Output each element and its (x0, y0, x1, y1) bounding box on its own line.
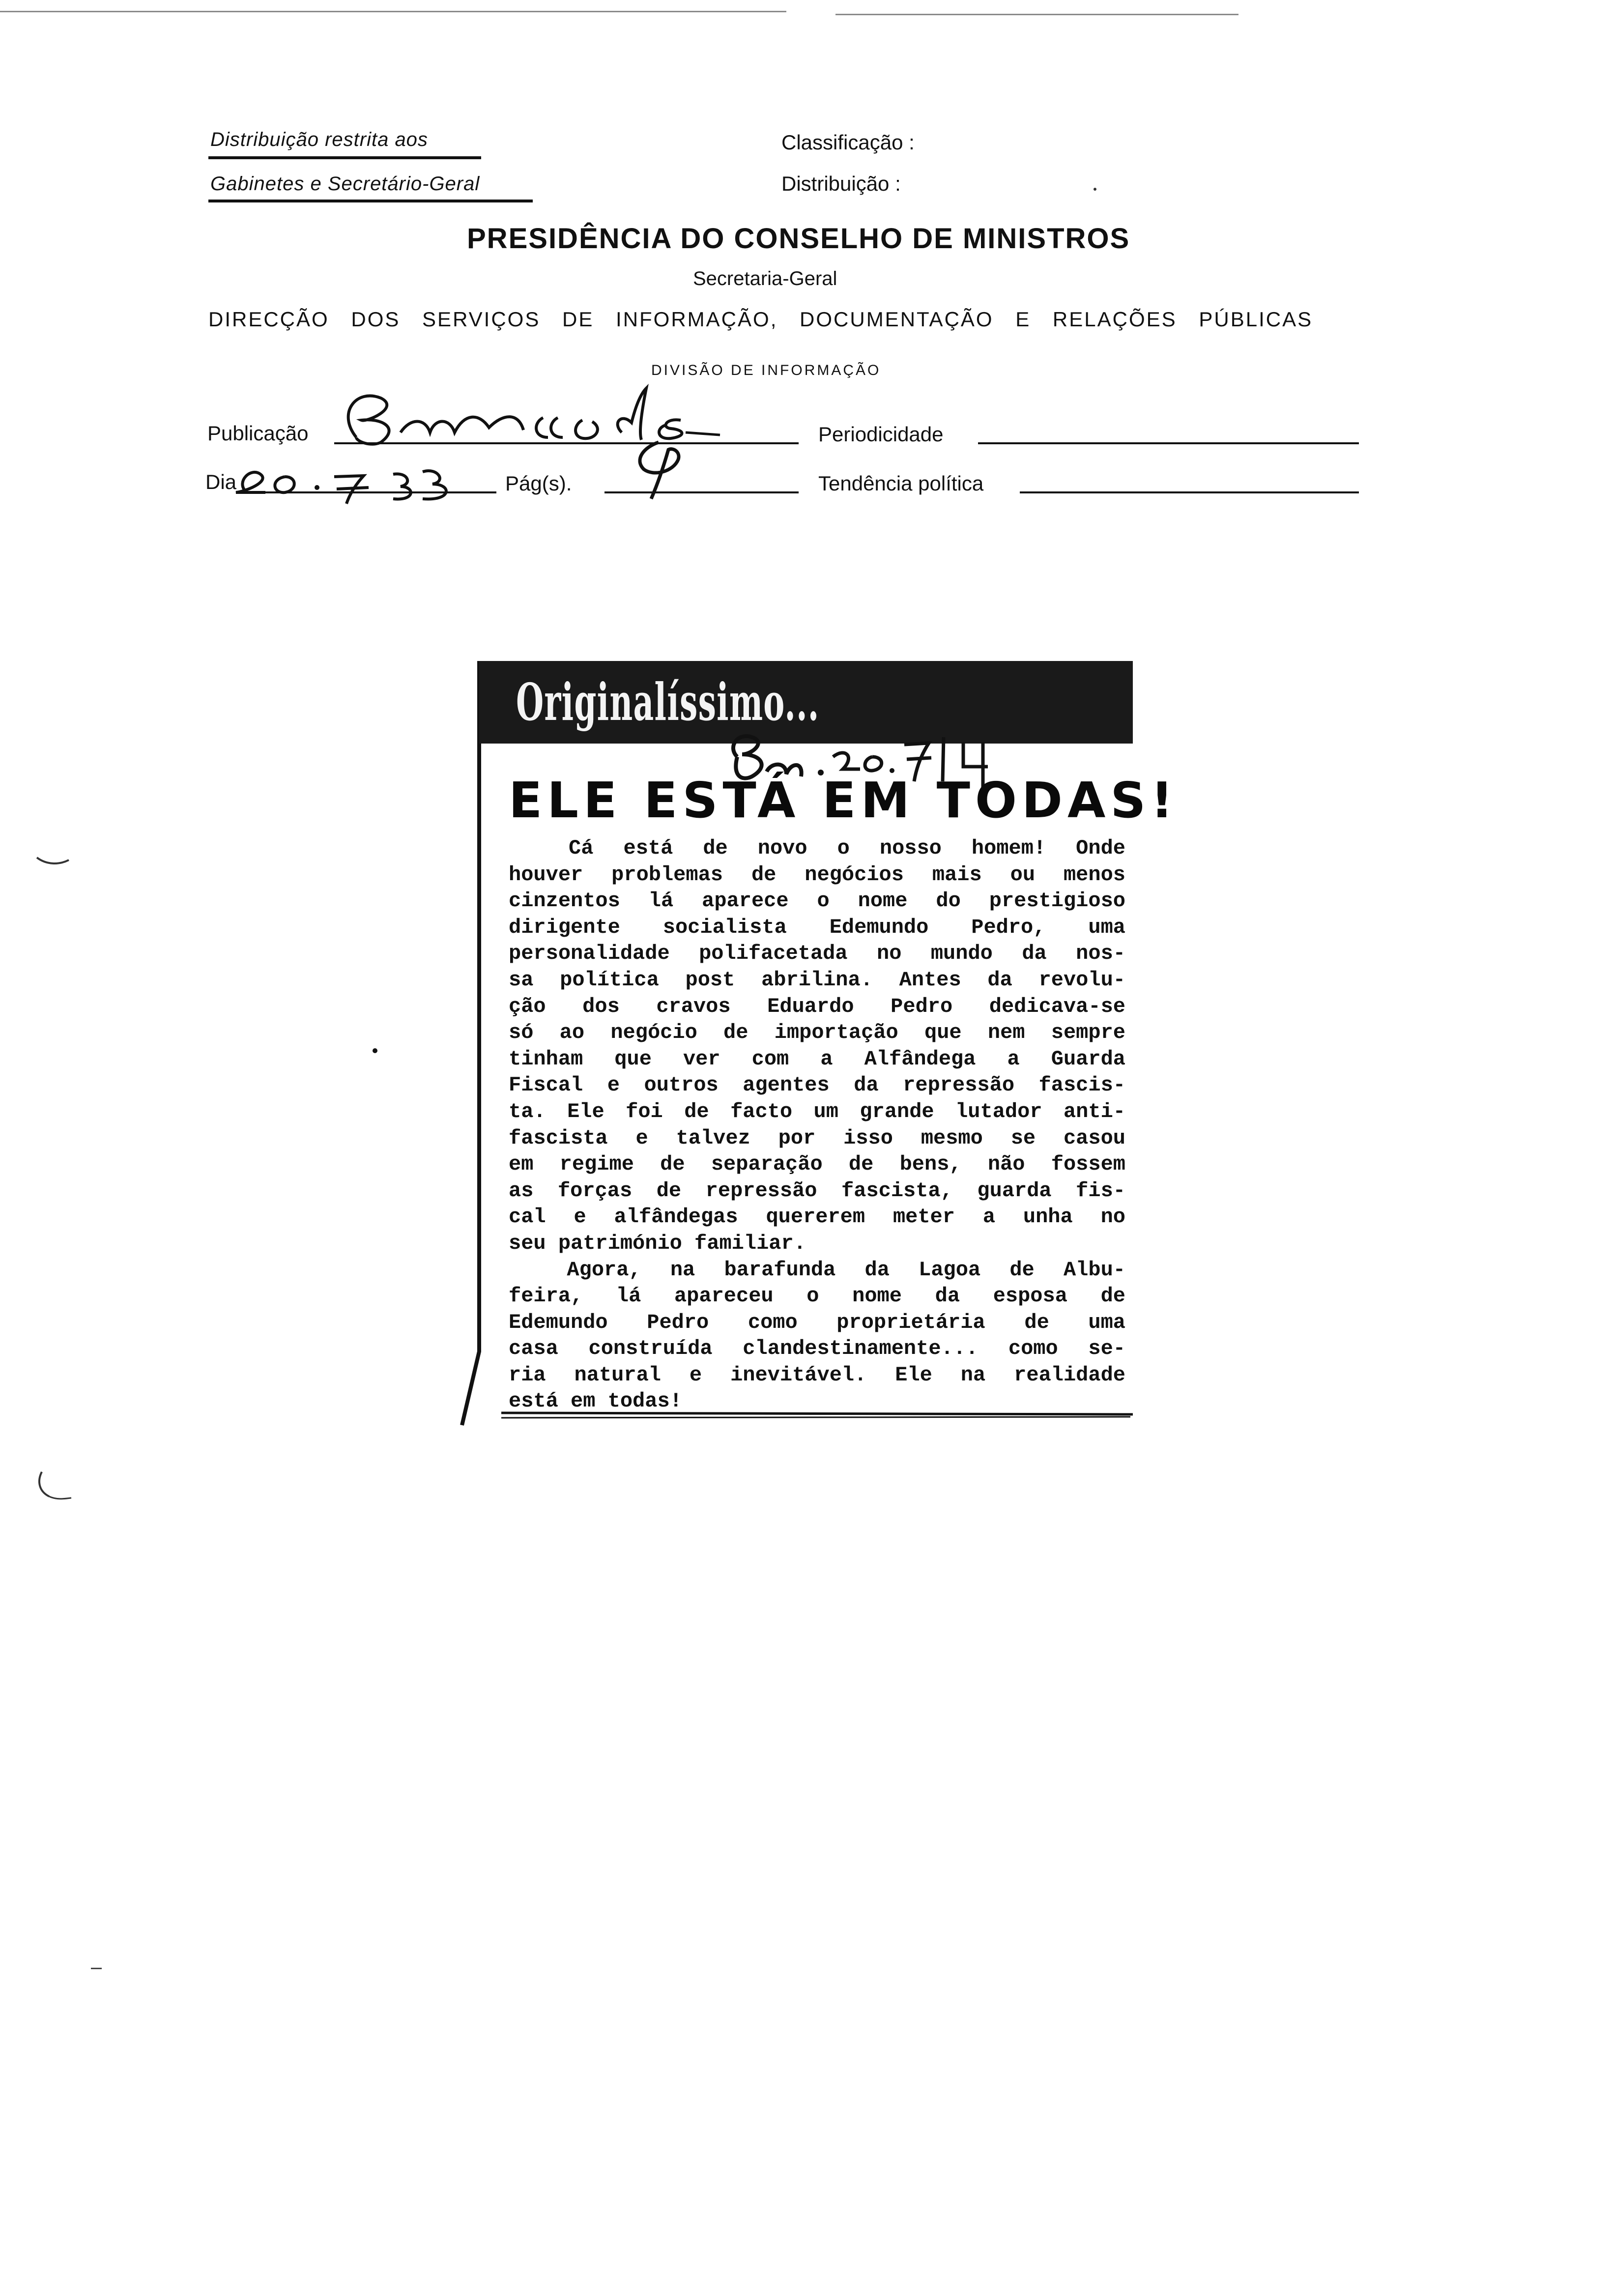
speck (1094, 188, 1096, 191)
classificacao-label: Classificação : (781, 131, 915, 154)
clipping-body-line: as forças de repressão fascista, guarda fis- (509, 1178, 1125, 1203)
tendencia-field-rule (1020, 491, 1359, 493)
clipping-body-line: Agora, na barafunda da Lagoa de Albu- (509, 1258, 1125, 1282)
restricted-distribution-line1: Distribuição restrita aos (210, 129, 428, 150)
tendencia-label: Tendência política (818, 472, 984, 495)
direccao-heading: DIRECÇÃO DOS SERVIÇOS DE INFORMAÇÃO, DOCUMENTAÇÃO E RELAÇÕES PÚBLICAS (208, 308, 1313, 331)
clipping-body-line: está em todas! (509, 1389, 682, 1413)
punch-hole-mark (34, 855, 74, 870)
clipping-body-line: ria natural e inevitável. Ele na realidade (509, 1363, 1125, 1387)
page-title: PRESIDÊNCIA DO CONSELHO DE MINISTROS (467, 223, 1130, 255)
speck (91, 1968, 102, 1969)
clipping-headline: ELE ESTÁ EM TODAS! (509, 772, 1179, 829)
clipping-body-line: tinham que ver com a Alfândega a Guarda (509, 1047, 1125, 1071)
clipping-body-line: cinzentos lá aparece o nome do prestigioso (509, 889, 1125, 913)
clipping-body-line: Fiscal e outros agentes da repressão fascis- (509, 1073, 1125, 1097)
restricted-distribution-line2: Gabinetes e Secretário-Geral (210, 173, 480, 195)
clipping-body-line: feira, lá apareceu o nome da esposa de (509, 1284, 1125, 1308)
distribuicao-label: Distribuição : (781, 172, 901, 195)
clipping-body (509, 835, 1125, 1415)
clipping-banner-title: Originalíssimo... (516, 672, 820, 732)
secretaria-subtitle: Secretaria-Geral (693, 268, 837, 289)
divisao-heading: DIVISÃO DE INFORMAÇÃO (651, 362, 881, 378)
pags-label: Pág(s). (505, 472, 572, 495)
clipping-body-line: fascista e talvez por isso mesmo se casou (509, 1126, 1125, 1150)
clipping-body-line: ta. Ele foi de facto um grande lutador anti- (509, 1099, 1125, 1123)
scan-edge-line (835, 14, 1238, 15)
dia-handwritten-value (231, 452, 477, 506)
underline (208, 200, 533, 202)
clipping-body-line: em regime de separação de bens, não fossem (509, 1152, 1125, 1177)
underline (208, 156, 481, 159)
periodicidade-field-rule (978, 442, 1359, 444)
clipping-body-line: dirigente socialista Edemundo Pedro, uma (509, 915, 1125, 939)
clipping-body-line: Cá está de novo o nosso homem! Onde (509, 836, 1125, 860)
punch-hole-mark (29, 1469, 74, 1504)
clipping-body-line: cal e alfândegas quererem meter a unha no (509, 1205, 1125, 1229)
clipping-body-line: personalidade polifacetada no mundo da nos- (509, 942, 1125, 966)
publicacao-label: Publicação (207, 422, 309, 445)
periodicidade-label: Periodicidade (818, 423, 944, 446)
dia-label: Dia (205, 470, 237, 493)
clipping-body-line: seu património familiar. (509, 1231, 806, 1255)
clipping-body-line: só ao negócio de importação que nem sempre (509, 1021, 1125, 1045)
clipping-body-line: casa construída clandestinamente... como se- (509, 1337, 1125, 1361)
speck (373, 1048, 377, 1053)
clipping-body-line: Edemundo Pedro como proprietária de uma (509, 1310, 1125, 1334)
scan-edge-line (0, 11, 786, 12)
clipping-body-line: houver problemas de negócios mais ou menos (509, 862, 1125, 887)
pags-handwritten-value (624, 432, 698, 501)
clipping-body-line: sa política post abrilina. Antes da revolu- (509, 968, 1125, 992)
clipping-body-line: ção dos cravos Eduardo Pedro dedicava-se (509, 994, 1125, 1018)
